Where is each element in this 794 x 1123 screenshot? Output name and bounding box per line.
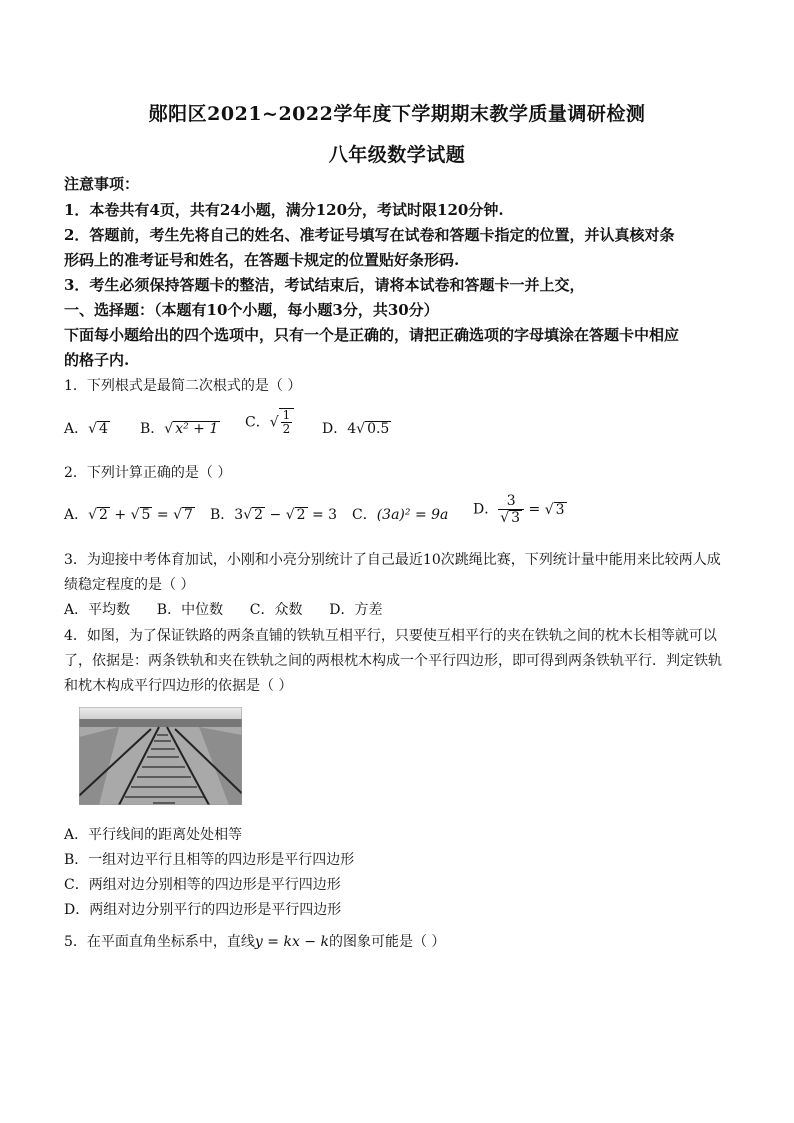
q2-stem: 2．下列计算正确的是（ ）	[64, 465, 232, 481]
q4-option-a: A．平行线间的距离处处相等	[64, 827, 243, 843]
notice-heading: 注意事项：	[64, 175, 140, 193]
q1-a-radical: √ 4	[88, 421, 108, 437]
q4-option-c: C．两组对边分别相等的四边形是平行四边形	[64, 877, 341, 893]
q1-option-b	[140, 418, 220, 438]
q3-stem-1: 3．为迎接中考体育加试，小刚和小亮分别统计了自己最近10次跳绳比赛，下列统计量中能用来比较两人成	[64, 552, 721, 568]
q1-option-d: D．4√ 0.5	[322, 421, 390, 437]
section1-instruction-1: 下面每小题给出的四个选项中，只有一个是正确的，请把正确选项的字母填涂在答题卡中相应	[64, 326, 680, 344]
q1-d-label: D．	[322, 421, 348, 437]
q4-stem-3: 和枕木构成平行四边形的依据是（ ）	[64, 678, 293, 694]
q1-d-radical: √ 0.5	[356, 421, 390, 437]
q1-stem: 1．下列根式是最简二次根式的是（ ）	[64, 378, 302, 394]
q2-option-a: A．√ 2 + √ 5 = √ 7	[64, 507, 193, 523]
notice-item-2: 2．答题前，考生先将自己的姓名、准考证号填写在试卷和答题卡指定的位置，并认真核对条	[64, 226, 675, 244]
q1-c-label: C．	[245, 414, 270, 431]
q1-option-a	[64, 418, 110, 438]
q2-option-d: D． $\frac{3}{√ 3}$ = √ 3	[473, 493, 565, 526]
q1-b-label: B．	[140, 421, 165, 437]
q4-option-d: D．两组对边分别平行的四边形是平行四边形	[64, 902, 342, 918]
section1-heading: 一、选择题：（本题有10个小题，每小题3分，共30分）	[64, 301, 439, 319]
q1-option-c	[245, 408, 294, 436]
q1-c-radical: √ $\frac{1}{2}$	[270, 408, 295, 436]
q4-stem-1: 4．如图，为了保证铁路的两条直铺的铁轨互相平行，只要使互相平行的夹在铁轨之间的枕木长相等就可以	[64, 628, 717, 644]
q4-stem-2: 了，依据是：两条铁轨和夹在铁轨之间的两根枕木构成一个平行四边形，即可得到两条铁轨平行．判定铁轨	[64, 653, 722, 669]
exam-title: 郧阳区2021~2022学年度下学期期末教学质量调研检测	[148, 103, 646, 125]
q2-option-c: C．(3a)² = 9a	[352, 507, 449, 523]
q4-option-b: B．一组对边平行且相等的四边形是平行四边形	[64, 852, 355, 868]
q3-stem-2: 绩稳定程度的是（ ）	[64, 577, 195, 593]
exam-subtitle: 八年级数学试题	[328, 144, 466, 166]
section1-instruction-2: 的格子内.	[64, 351, 130, 369]
q1-b-radical: √ x² + 1	[164, 421, 219, 437]
notice-item-3: 3．考生必须保持答题卡的整洁，考试结束后，请将本试卷和答题卡一并上交，	[64, 276, 585, 294]
q1-a-label: A．	[64, 421, 89, 437]
q3-options: A．平均数 B．中位数 C．众数 D．方差	[64, 602, 383, 618]
q5-expression: y = kx − k	[254, 934, 329, 950]
notice-item-1: 1．本卷共有4页，共有24小题，满分120分，考试时限120分钟.	[64, 201, 504, 219]
railway-track-photo	[79, 707, 242, 805]
q5-stem: 5．在平面直角坐标系中，直线y = kx − k的图象可能是（ ）	[64, 934, 446, 950]
q2-option-b: B．3√ 2 − √ 2 = 3	[210, 507, 338, 523]
notice-item-2-cont: 形码上的准考证号和姓名，在答题卡规定的位置贴好条形码.	[64, 251, 460, 269]
